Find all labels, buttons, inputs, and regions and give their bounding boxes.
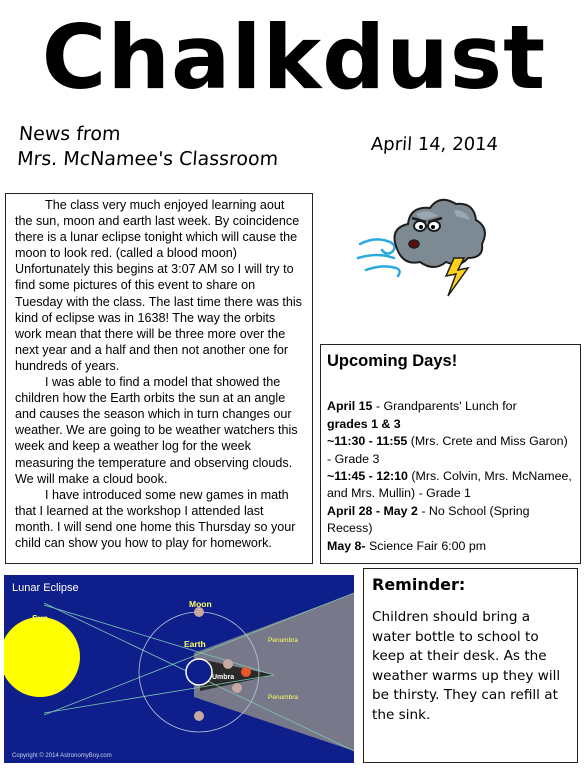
sun-label: Sun — [32, 613, 49, 623]
event-description: Science Fair 6:00 pm — [369, 538, 487, 553]
event-description: No School (Spring Recess) — [327, 503, 530, 536]
upcoming-heading: Upcoming Days! — [327, 352, 458, 370]
penumbra-label: Penumbra — [268, 637, 298, 644]
upcoming-days-box — [320, 344, 581, 564]
moon-icon — [232, 683, 242, 693]
event-item — [327, 468, 574, 503]
event-item — [327, 416, 574, 433]
event-item — [327, 538, 574, 555]
umbra-label: Umbra — [212, 674, 235, 681]
event-description: (Mrs. Crete and Miss Garon) - Grade 3 — [327, 434, 568, 466]
moon-icon — [223, 659, 233, 669]
earth-icon — [186, 659, 212, 685]
event-date: grades 1 & 3 — [327, 416, 401, 431]
reminder-heading: Reminder: — [372, 575, 466, 594]
penumbra-label: Penumbra — [268, 694, 298, 701]
masthead-title: Chalkdust — [41, 6, 547, 109]
storm-cloud-icon — [356, 184, 492, 300]
earth-label: Earth — [184, 639, 206, 649]
news-from-label: News from — [18, 123, 122, 145]
event-date: ~11:30 - 11:55 — [327, 434, 408, 449]
classroom-byline — [16, 122, 281, 172]
eclipsed-moon-icon — [241, 667, 251, 677]
event-description: Grandparents' Lunch for — [383, 399, 517, 414]
event-description: (Mrs. Colvin, Mrs. McNamee, and Mrs. Mullin) - Grade 1 — [327, 469, 572, 501]
reminder-box — [363, 568, 578, 763]
moon-icon — [194, 711, 204, 721]
teacher-article — [5, 193, 313, 564]
moon-label: Moon — [189, 599, 212, 609]
event-date: April 28 - May 2 — [327, 503, 418, 518]
reminder-text: Children should bring a water bottle to school to keep at their desk. As the weather warms up they will be thirsty. They can refill at the sink. — [372, 609, 561, 723]
article-paragraph: The class very much enjoyed learning aout the sun, moon and earth last week. By coincidence there is a lunar eclipse tonight which will cause the moon to look red. (called a blood moon) Unfortunately this begins at 3:07 AM so I will try to find some pictures of this event to share on Tuesday with the class. The last time there was this kind of eclipse was in 1638! The way the orbits work mean that there will be three more over the next year and a half and then not another one for hundreds of years. — [15, 198, 302, 373]
article-paragraph: I was able to find a model that showed the children how the Earth orbits the sun at an angle and causes the season which in turn changes our weather. We are going to be weather watchers this week and keep a weather log for the week measuring the temperature and observing clouds. We will make a cloud book. — [15, 375, 298, 486]
diagram-title: Lunar Eclipse — [12, 582, 79, 594]
event-item — [327, 433, 574, 468]
event-item: April 28 - May 2 - No School (Spring Recess) — [327, 503, 530, 536]
event-date: April 15 — [327, 399, 373, 414]
event-date: May 8- — [327, 538, 366, 553]
issue-date: April 14, 2014 — [370, 134, 499, 155]
event-date: ~11:45 - 12:10 — [327, 469, 408, 484]
lunar-eclipse-diagram — [4, 575, 354, 763]
classroom-name: Mrs. McNamee's Classroom — [16, 148, 280, 170]
article-paragraph: I have introduced some new games in math that I learned at the workshop I attended last month. I will send one home this Thursday so your child can show you how to play for homework. — [15, 487, 296, 550]
diagram-copyright: Copyright © 2014 AstronomyBoy.com — [12, 753, 112, 759]
event-item: April 15 - Grandparents' Lunch for — [327, 399, 517, 414]
